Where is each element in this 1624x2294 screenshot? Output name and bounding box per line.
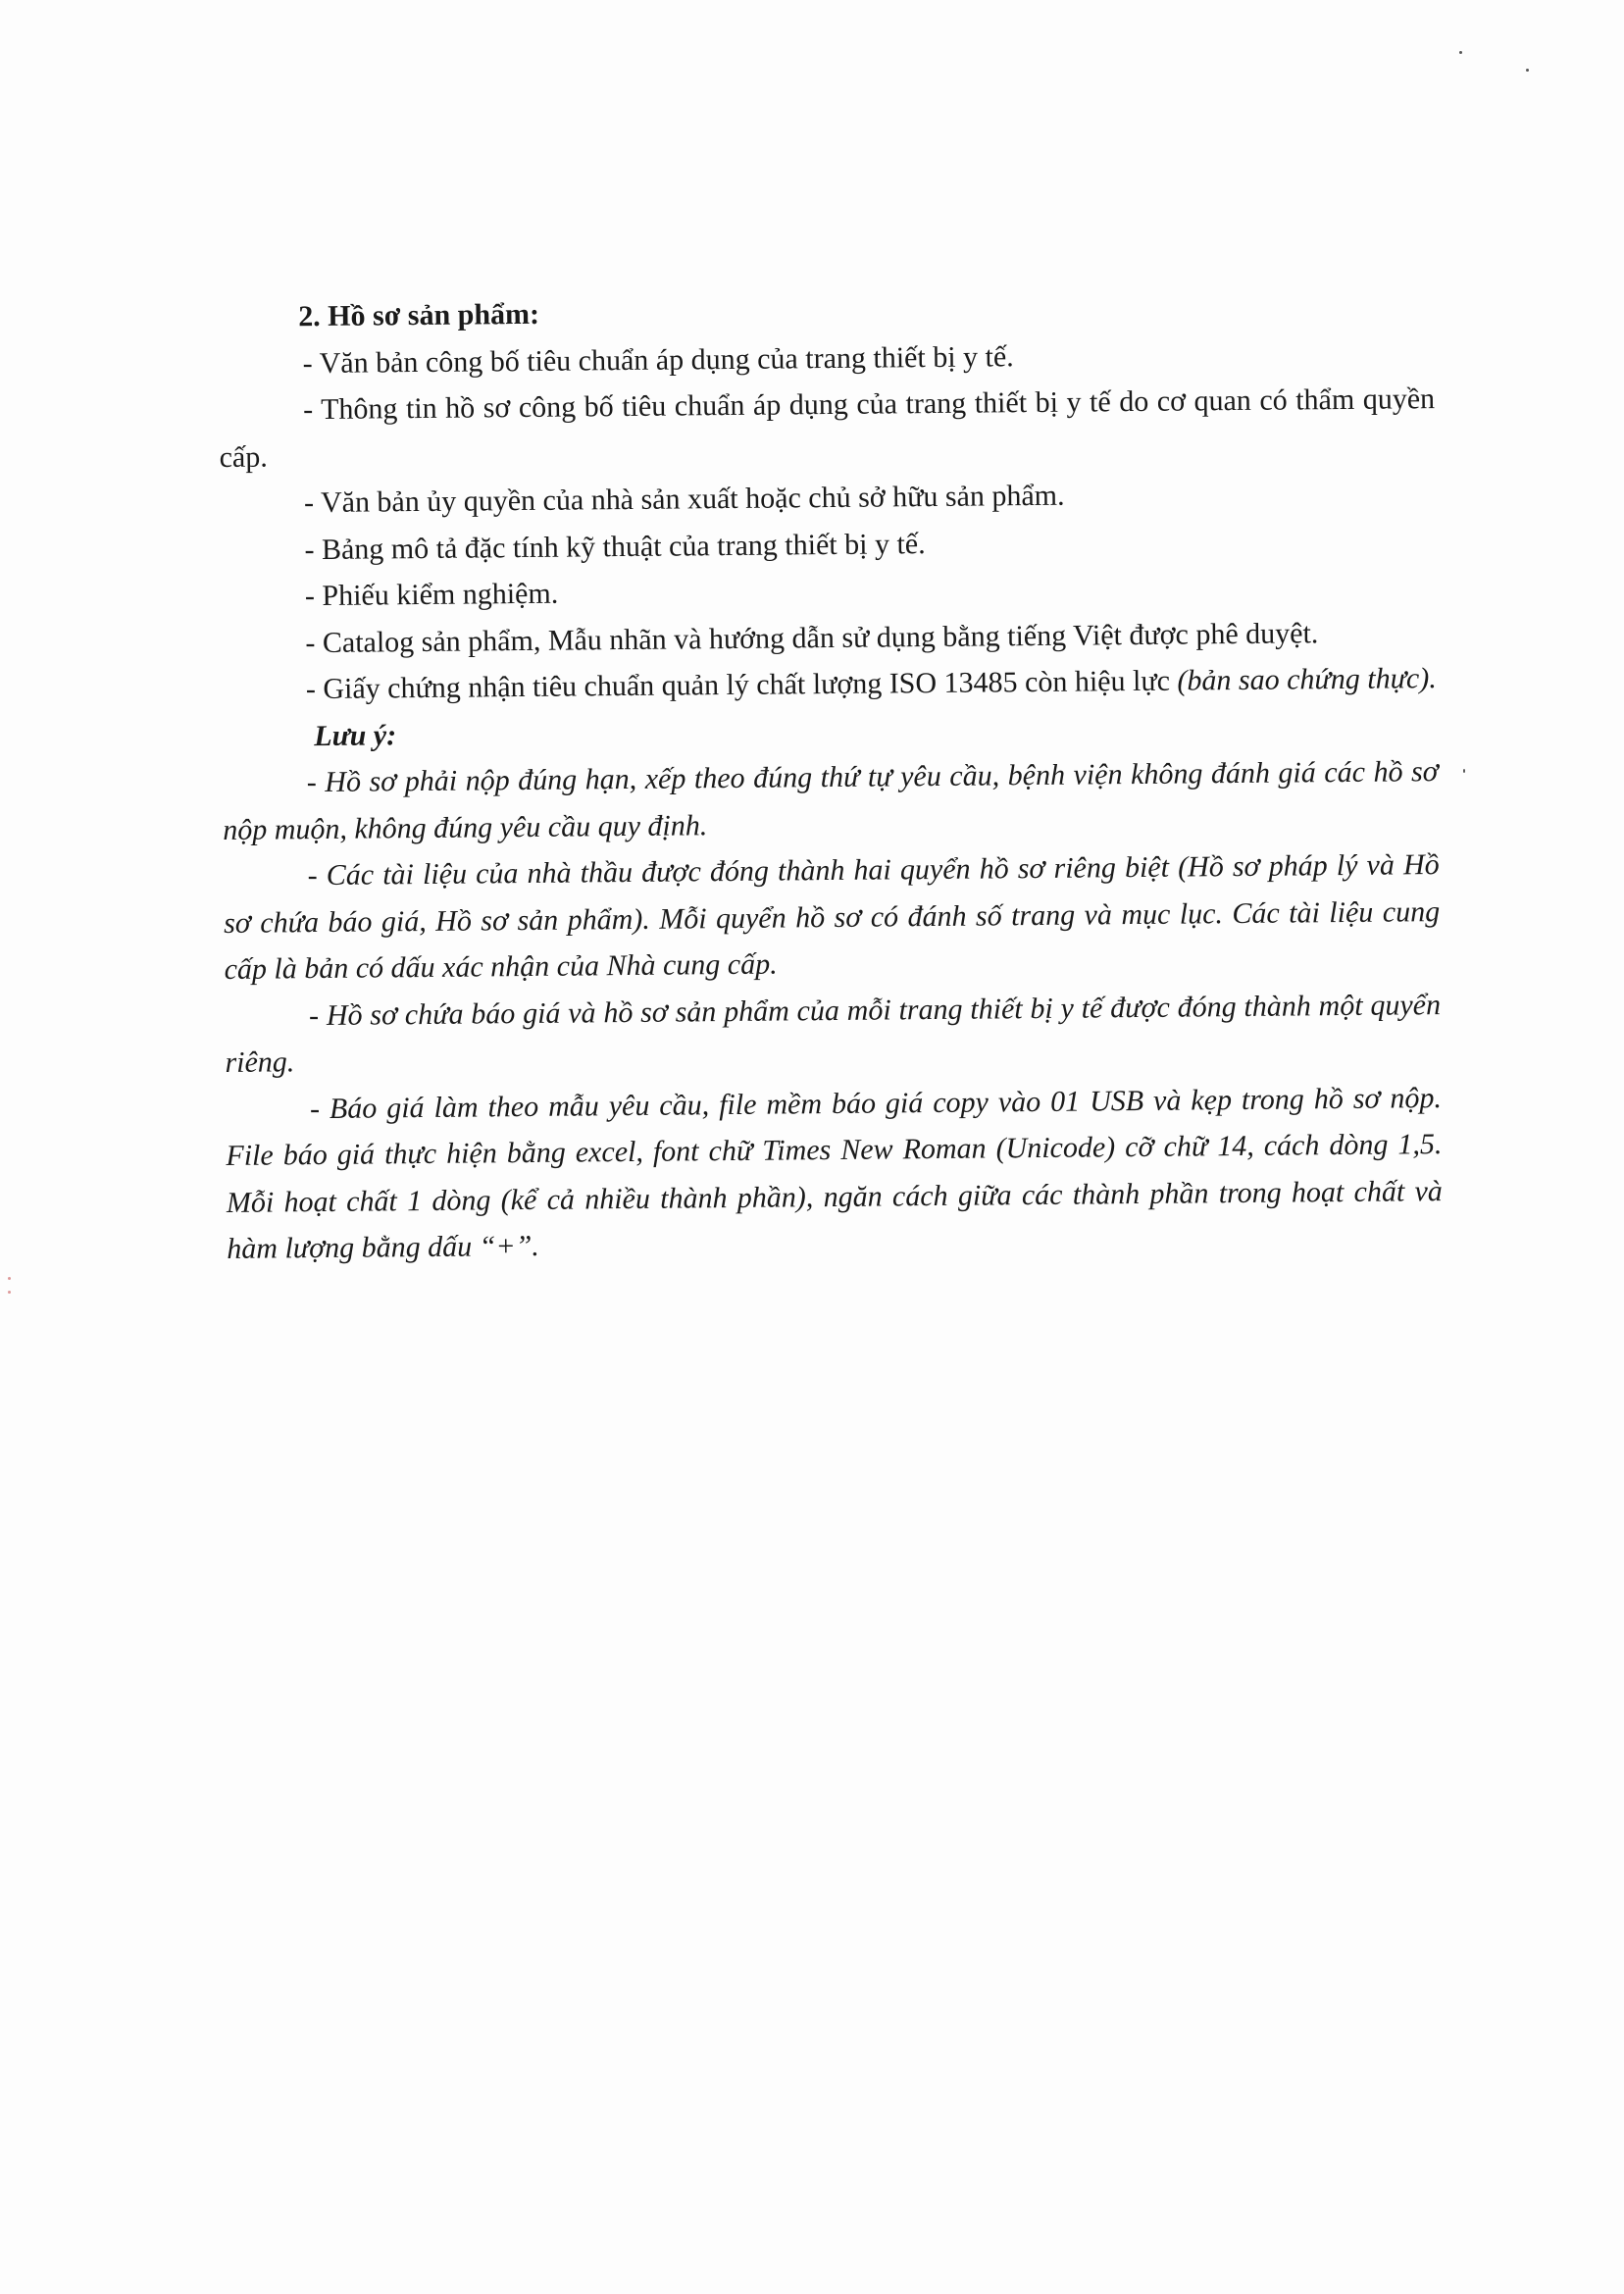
scan-speck bbox=[8, 1291, 11, 1294]
scan-speck bbox=[1459, 51, 1462, 54]
note-item: - Báo giá làm theo mẫu yêu cầu, file mềm báo giá copy vào 01 USB và kẹp trong hồ sơ nộp. File báo giá thực hiện bằng excel, font chữ Times New Roman (Unicode) cỡ chữ 14, cách dòng 1,5. Mỗi hoạt chất 1 dòng (kể cả nhiều thành phần), ngăn cách giữa các thành phần trong hoạt chất và hàm lượng bằng dấu “+”. bbox=[226, 1081, 1443, 1265]
list-item: - Bảng mô tả đặc tính kỹ thuật của trang thiết bị y tế. bbox=[304, 527, 926, 566]
section-heading: 2. Hồ sơ sản phẩm: bbox=[298, 297, 540, 333]
note-label: Lưu ý: bbox=[314, 718, 397, 752]
iso-item-text: - Giấy chứng nhận tiêu chuẩn quản lý chất lượng ISO 13485 còn hiệu lực bbox=[305, 664, 1171, 706]
list-item: - Văn bản công bố tiêu chuẩn áp dụng của trang thiết bị y tế. bbox=[302, 339, 1014, 380]
iso-item-suffix: (bản sao chứng thực). bbox=[1177, 662, 1437, 697]
note-item: - Các tài liệu của nhà thầu được đóng thành hai quyển hồ sơ riêng biệt (Hồ sơ pháp lý và Hồ sơ chứa báo giá, Hồ sơ sản phẩm). Mỗi quyển hồ sơ có đánh số trang và mục lục. Các tài liệu cung cấp là bản có dấu xác nhận của Nhà cung cấp. bbox=[223, 848, 1441, 986]
scan-speck bbox=[1463, 769, 1465, 773]
list-item: - Văn bản ủy quyền của nhà sản xuất hoặc chủ sở hữu sản phẩm. bbox=[303, 479, 1065, 520]
document-body bbox=[218, 282, 1444, 1272]
note-item: - Hồ sơ chứa báo giá và hồ sơ sản phẩm của mỗi trang thiết bị y tế được đóng thành một quyển riêng. bbox=[225, 988, 1442, 1079]
list-item: - Thông tin hồ sơ công bố tiêu chuẩn áp dụng của trang thiết bị y tế do cơ quan có thẩm quyền cấp. bbox=[219, 382, 1436, 474]
scan-speck bbox=[1526, 69, 1529, 72]
list-item: - Catalog sản phẩm, Mẫu nhãn và hướng dẫn sử dụng bằng tiếng Việt được phê duyệt. bbox=[305, 616, 1319, 659]
list-item: - Phiếu kiểm nghiệm. bbox=[304, 577, 559, 613]
scan-speck bbox=[8, 1277, 11, 1280]
note-item: - Hồ sơ phải nộp đúng hạn, xếp theo đúng thứ tự yêu cầu, bệnh viện không đánh giá các hồ sơ nộp muộn, không đúng yêu cầu quy định. bbox=[223, 755, 1439, 846]
